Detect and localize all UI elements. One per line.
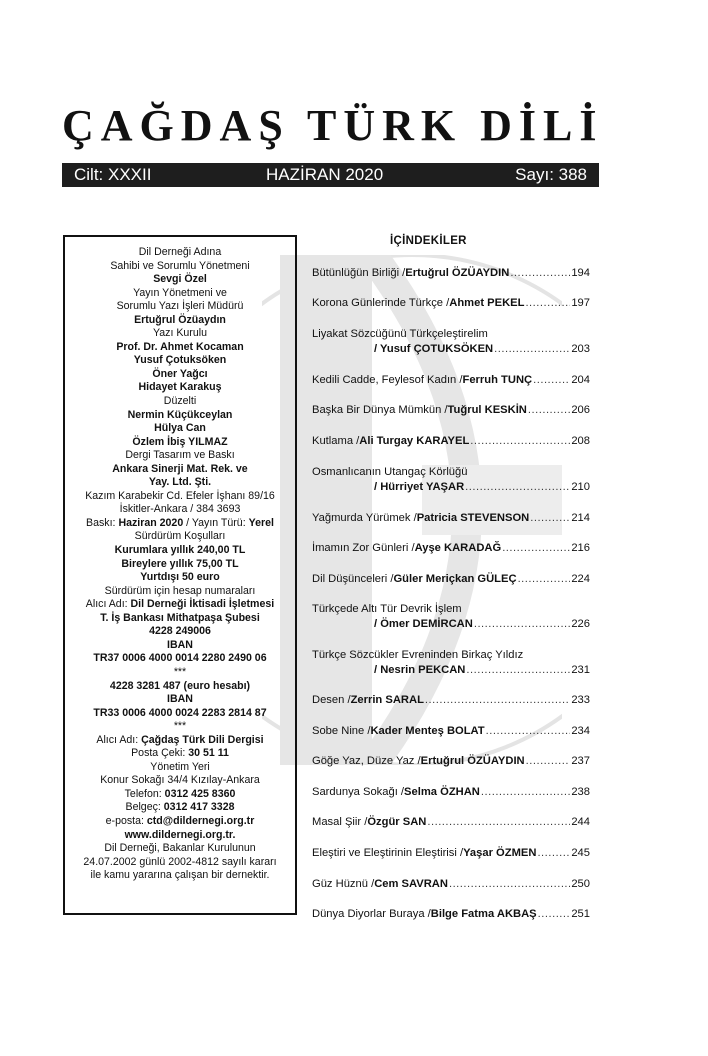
toc-page: 250	[571, 878, 590, 890]
toc-leader-dots	[427, 815, 570, 830]
masthead-line: ***	[173, 665, 187, 678]
masthead-text: Belgeç:	[125, 801, 164, 814]
toc-entry[interactable]	[312, 296, 590, 311]
toc-entry[interactable]	[312, 465, 590, 495]
masthead-line: Sürdürüm Koşulları	[134, 530, 226, 543]
toc-author: / Hürriyet YAŞAR	[374, 481, 465, 493]
toc-author: Yaşar ÖZMEN	[463, 847, 537, 859]
masthead-line: Ankara Sinerji Mat. Rek. ve	[112, 462, 248, 475]
toc-author: Ahmet PEKEL	[449, 297, 525, 309]
masthead-line: 4228 3281 487 (euro hesabı)	[109, 679, 251, 692]
toc-title: Kutlama /	[312, 435, 360, 447]
toc-entry[interactable]	[312, 434, 590, 449]
masthead-line	[65, 788, 295, 802]
toc-entry[interactable]	[312, 877, 590, 892]
toc-entry[interactable]	[312, 602, 590, 632]
masthead-line: Dil Derneği Adına	[138, 246, 222, 258]
masthead-line: Ertuğrul Özüaydın	[134, 313, 226, 326]
masthead-lines	[65, 246, 295, 883]
toc-line	[312, 617, 590, 632]
toc-line	[312, 572, 590, 587]
toc-entry[interactable]	[312, 785, 590, 800]
toc-author: / Ömer DEMİRCAN	[374, 618, 473, 630]
masthead-line: Sorumlu Yazı İşleri Müdürü	[116, 300, 244, 313]
toc-leader-dots	[470, 434, 570, 449]
masthead-line	[65, 801, 295, 815]
toc-page: 251	[571, 908, 590, 920]
toc-author: Kader Menteş BOLAT	[370, 725, 485, 737]
toc-line	[312, 373, 590, 388]
masthead-text: Posta Çeki:	[131, 747, 189, 760]
toc-page: 224	[571, 573, 590, 585]
issue-date: HAZİRAN 2020	[266, 165, 384, 184]
toc-author: Ayşe KARADAĞ	[414, 542, 502, 554]
toc-title: İmamın Zor Günleri /	[312, 542, 415, 554]
masthead-line: Yayın Yönetmeni ve	[133, 286, 227, 299]
toc-entry[interactable]	[312, 693, 590, 708]
toc-entry[interactable]	[312, 815, 590, 830]
toc-page: 238	[571, 786, 590, 798]
masthead-line: Bireylere yıllık 75,00 TL	[121, 557, 239, 570]
toc-author: Ertuğrul ÖZÜAYDIN	[405, 267, 510, 279]
journal-title: ÇAĞDAŞ TÜRK DİLİ	[62, 101, 604, 150]
masthead-text: Dil Derneği İktisadi İşletmesi	[130, 598, 275, 611]
masthead-line: Yusuf Çotuksöken	[133, 354, 227, 367]
toc-title: Sardunya Sokağı /	[312, 786, 405, 798]
masthead-line: Hidayet Karakuş	[138, 381, 222, 394]
masthead-line: Düzelti	[163, 395, 197, 408]
toc-page: 244	[571, 816, 590, 828]
toc-leader-dots	[465, 480, 570, 495]
volume-label: Cilt: XXXII	[74, 165, 152, 184]
toc-page: 206	[571, 404, 590, 416]
toc-line	[312, 327, 590, 342]
masthead-text: ctd@dildernegi.org.tr	[146, 814, 255, 827]
masthead-line: Yönetim Yeri	[150, 760, 210, 773]
toc-line	[312, 465, 590, 480]
masthead-line: Yazı Kurulu	[153, 327, 207, 340]
toc-author: Ferruh TUNÇ	[462, 374, 533, 386]
toc-page: 214	[571, 512, 590, 524]
toc-page: 234	[571, 725, 590, 737]
toc-page: 226	[571, 618, 590, 630]
masthead-line: Yay. Ltd. Şti.	[148, 476, 212, 489]
masthead-line: Kurumlara yıllık 240,00 TL	[114, 544, 246, 557]
toc-leader-dots	[528, 403, 570, 418]
toc-line	[312, 541, 590, 556]
toc-leader-dots	[537, 846, 570, 861]
toc-author: Patricia STEVENSON	[416, 512, 530, 524]
toc-leader-dots	[502, 541, 570, 556]
masthead-line: Hülya Can	[154, 422, 206, 435]
masthead-line: Öner Yağcı	[152, 367, 208, 380]
toc-page: 231	[571, 664, 590, 676]
masthead-line	[65, 815, 295, 829]
masthead-line: Nermin Küçükceylan	[127, 408, 233, 421]
toc-title: Kedili Cadde, Feylesof Kadın /	[312, 374, 463, 386]
toc-title: Sobe Nine /	[312, 725, 371, 737]
toc-leader-dots	[449, 877, 570, 892]
toc-title: Masal Şiir /	[312, 816, 368, 828]
toc-page: 204	[571, 374, 590, 386]
toc-line	[312, 648, 590, 663]
masthead-line: Dil Derneği, Bakanlar Kurulunun	[104, 842, 256, 855]
toc-author: Selma ÖZHAN	[404, 786, 480, 798]
toc-leader-dots	[530, 511, 570, 526]
toc-leader-dots	[518, 572, 571, 587]
toc-title: Başka Bir Dünya Mümkün /	[312, 404, 448, 416]
issue-number: Sayı: 388	[515, 165, 587, 184]
toc-line	[312, 907, 590, 922]
toc-title: Göğe Yaz, Düze Yaz /	[312, 755, 421, 767]
toc-line	[312, 602, 590, 617]
toc-leader-dots	[481, 785, 570, 800]
toc-entry[interactable]	[312, 403, 590, 418]
toc-entry[interactable]	[312, 511, 590, 526]
masthead-text: Telefon:	[124, 787, 165, 800]
toc-title: Türkçede Altı Tür Devrik İşlem	[312, 603, 462, 615]
toc-leader-dots	[533, 373, 570, 388]
masthead-line: TR37 0006 4000 0014 2280 2490 06	[93, 652, 267, 665]
masthead-line: Dergi Tasarım ve Baskı	[125, 449, 235, 462]
masthead-text: Haziran 2020	[118, 516, 184, 529]
masthead-text: Alıcı Adı:	[85, 598, 131, 611]
toc-line	[312, 663, 590, 678]
masthead-line	[65, 734, 295, 748]
toc-line	[312, 846, 590, 861]
toc-title: Yağmurda Yürümek /	[312, 512, 417, 524]
toc-leader-dots	[538, 907, 571, 922]
toc-leader-dots	[466, 663, 570, 678]
toc-line	[312, 754, 590, 769]
toc-entry[interactable]	[312, 541, 590, 556]
masthead-line: 24.07.2002 günlü 2002-4812 sayılı kararı	[83, 855, 277, 868]
toc-line	[312, 266, 590, 281]
masthead-line	[65, 517, 295, 531]
masthead-line: www.dildernegi.org.tr.	[124, 828, 236, 841]
toc-line	[312, 877, 590, 892]
toc-line	[312, 434, 590, 449]
toc-author: Özgür SAN	[367, 816, 427, 828]
masthead-line	[65, 598, 295, 612]
toc-page: 245	[571, 847, 590, 859]
toc-line	[312, 724, 590, 739]
masthead-line: İskitler-Ankara / 384 3693	[119, 503, 241, 516]
toc-author: Tuğrul KESKİN	[447, 404, 527, 416]
masthead-line: ile kamu yararına çalışan bir dernektir.	[90, 869, 270, 882]
masthead-line: Prof. Dr. Ahmet Kocaman	[116, 340, 244, 353]
toc-title: Osmanlıcanın Utangaç Körlüğü	[312, 466, 468, 478]
toc-title: Dil Düşünceleri /	[312, 573, 394, 585]
toc-line	[312, 511, 590, 526]
toc-leader-dots	[425, 693, 570, 708]
issue-info-bar	[62, 163, 599, 187]
toc-leader-dots	[486, 724, 571, 739]
toc-title: Dünya Diyorlar Buraya /	[312, 908, 431, 920]
toc-leader-dots	[526, 754, 571, 769]
toc-title: Güz Hüznü /	[312, 878, 375, 890]
toc-leader-dots	[525, 296, 570, 311]
toc-page: 210	[571, 481, 590, 493]
masthead-text: e-posta:	[105, 814, 147, 827]
toc-author: / Yusuf ÇOTUKSÖKEN	[374, 343, 494, 355]
toc-entry[interactable]	[312, 648, 590, 678]
masthead-line: Sevgi Özel	[153, 273, 207, 286]
toc-page: 216	[571, 542, 590, 554]
toc-title: Korona Günlerinde Türkçe /	[312, 297, 450, 309]
masthead-line: Kazım Karabekir Cd. Efeler İşhanı 89/16	[85, 489, 275, 502]
toc-entry[interactable]	[312, 754, 590, 769]
masthead-text: Baskı:	[86, 516, 119, 529]
toc-page: 237	[571, 755, 590, 767]
toc-author: Zerrin SARAL	[350, 694, 424, 706]
masthead-line: Konur Sokağı 34/4 Kızılay-Ankara	[100, 774, 260, 787]
toc-line	[312, 480, 590, 495]
toc-entry[interactable]	[312, 907, 590, 922]
toc-line	[312, 785, 590, 800]
toc-author: Ali Turgay KARAYEL	[359, 435, 470, 447]
masthead-line: ***	[173, 720, 187, 733]
toc-leader-dots	[510, 266, 570, 281]
toc-line	[312, 815, 590, 830]
masthead-text: / Yayın Türü:	[183, 516, 249, 529]
toc-entry[interactable]	[312, 846, 590, 861]
masthead-text: 0312 425 8360	[164, 787, 236, 800]
masthead-line: TR33 0006 4000 0024 2283 2814 87	[93, 706, 267, 719]
toc-heading: İÇİNDEKİLER	[390, 235, 467, 247]
toc-line	[312, 693, 590, 708]
masthead-line: T. İş Bankası Mithatpaşa Şubesi	[100, 611, 260, 624]
toc-title: Türkçe Sözcükler Evreninden Birkaç Yıldız	[312, 649, 524, 661]
masthead-text: Alıcı Adı:	[96, 733, 142, 746]
masthead-line: Özlem İbiş YILMAZ	[132, 435, 228, 448]
masthead-line: 4228 249006	[149, 625, 211, 638]
toc-title: Eleştiri ve Eleştirinin Eleştirisi /	[312, 847, 464, 859]
masthead-line: Yurtdışı 50 euro	[140, 571, 220, 584]
masthead-line: IBAN	[167, 638, 193, 651]
toc-leader-dots	[494, 342, 570, 357]
masthead-text: Çağdaş Türk Dili Dergisi	[141, 733, 264, 746]
toc-page: 203	[571, 343, 590, 355]
toc-author: Güler Meriçkan GÜLEÇ	[393, 573, 517, 585]
masthead-box	[63, 235, 297, 915]
masthead-text: Yerel	[248, 516, 274, 529]
masthead-text: 0312 417 3328	[163, 801, 235, 814]
toc-entry[interactable]	[312, 572, 590, 587]
masthead-line: IBAN	[167, 693, 193, 706]
toc-author: / Nesrin PEKCAN	[374, 664, 466, 676]
toc-entry[interactable]	[312, 724, 590, 739]
toc-author: Cem SAVRAN	[374, 878, 448, 890]
masthead-line	[65, 747, 295, 761]
masthead-line: Sahibi ve Sorumlu Yönetmeni	[110, 259, 250, 272]
masthead-line: Sürdürüm için hesap numaraları	[104, 584, 256, 597]
toc-page: 194	[571, 267, 590, 279]
toc-page: 208	[571, 435, 590, 447]
toc-author: Ertuğrul ÖZÜAYDIN	[420, 755, 525, 767]
toc-entry[interactable]	[312, 373, 590, 388]
toc-line	[312, 296, 590, 311]
toc-page: 233	[571, 694, 590, 706]
toc-entry[interactable]	[312, 266, 590, 281]
masthead-text: 30 51 11	[188, 747, 229, 760]
toc-title: Bütünlüğün Birliği /	[312, 267, 406, 279]
toc-leader-dots	[474, 617, 570, 632]
toc-entry[interactable]	[312, 327, 590, 357]
toc-page: 197	[571, 297, 590, 309]
toc-title: Desen /	[312, 694, 351, 706]
toc-line	[312, 342, 590, 357]
toc-author: Bilge Fatma AKBAŞ	[430, 908, 537, 920]
toc-line	[312, 403, 590, 418]
toc-title: Liyakat Sözcüğünü Türkçeleştirelim	[312, 328, 488, 340]
